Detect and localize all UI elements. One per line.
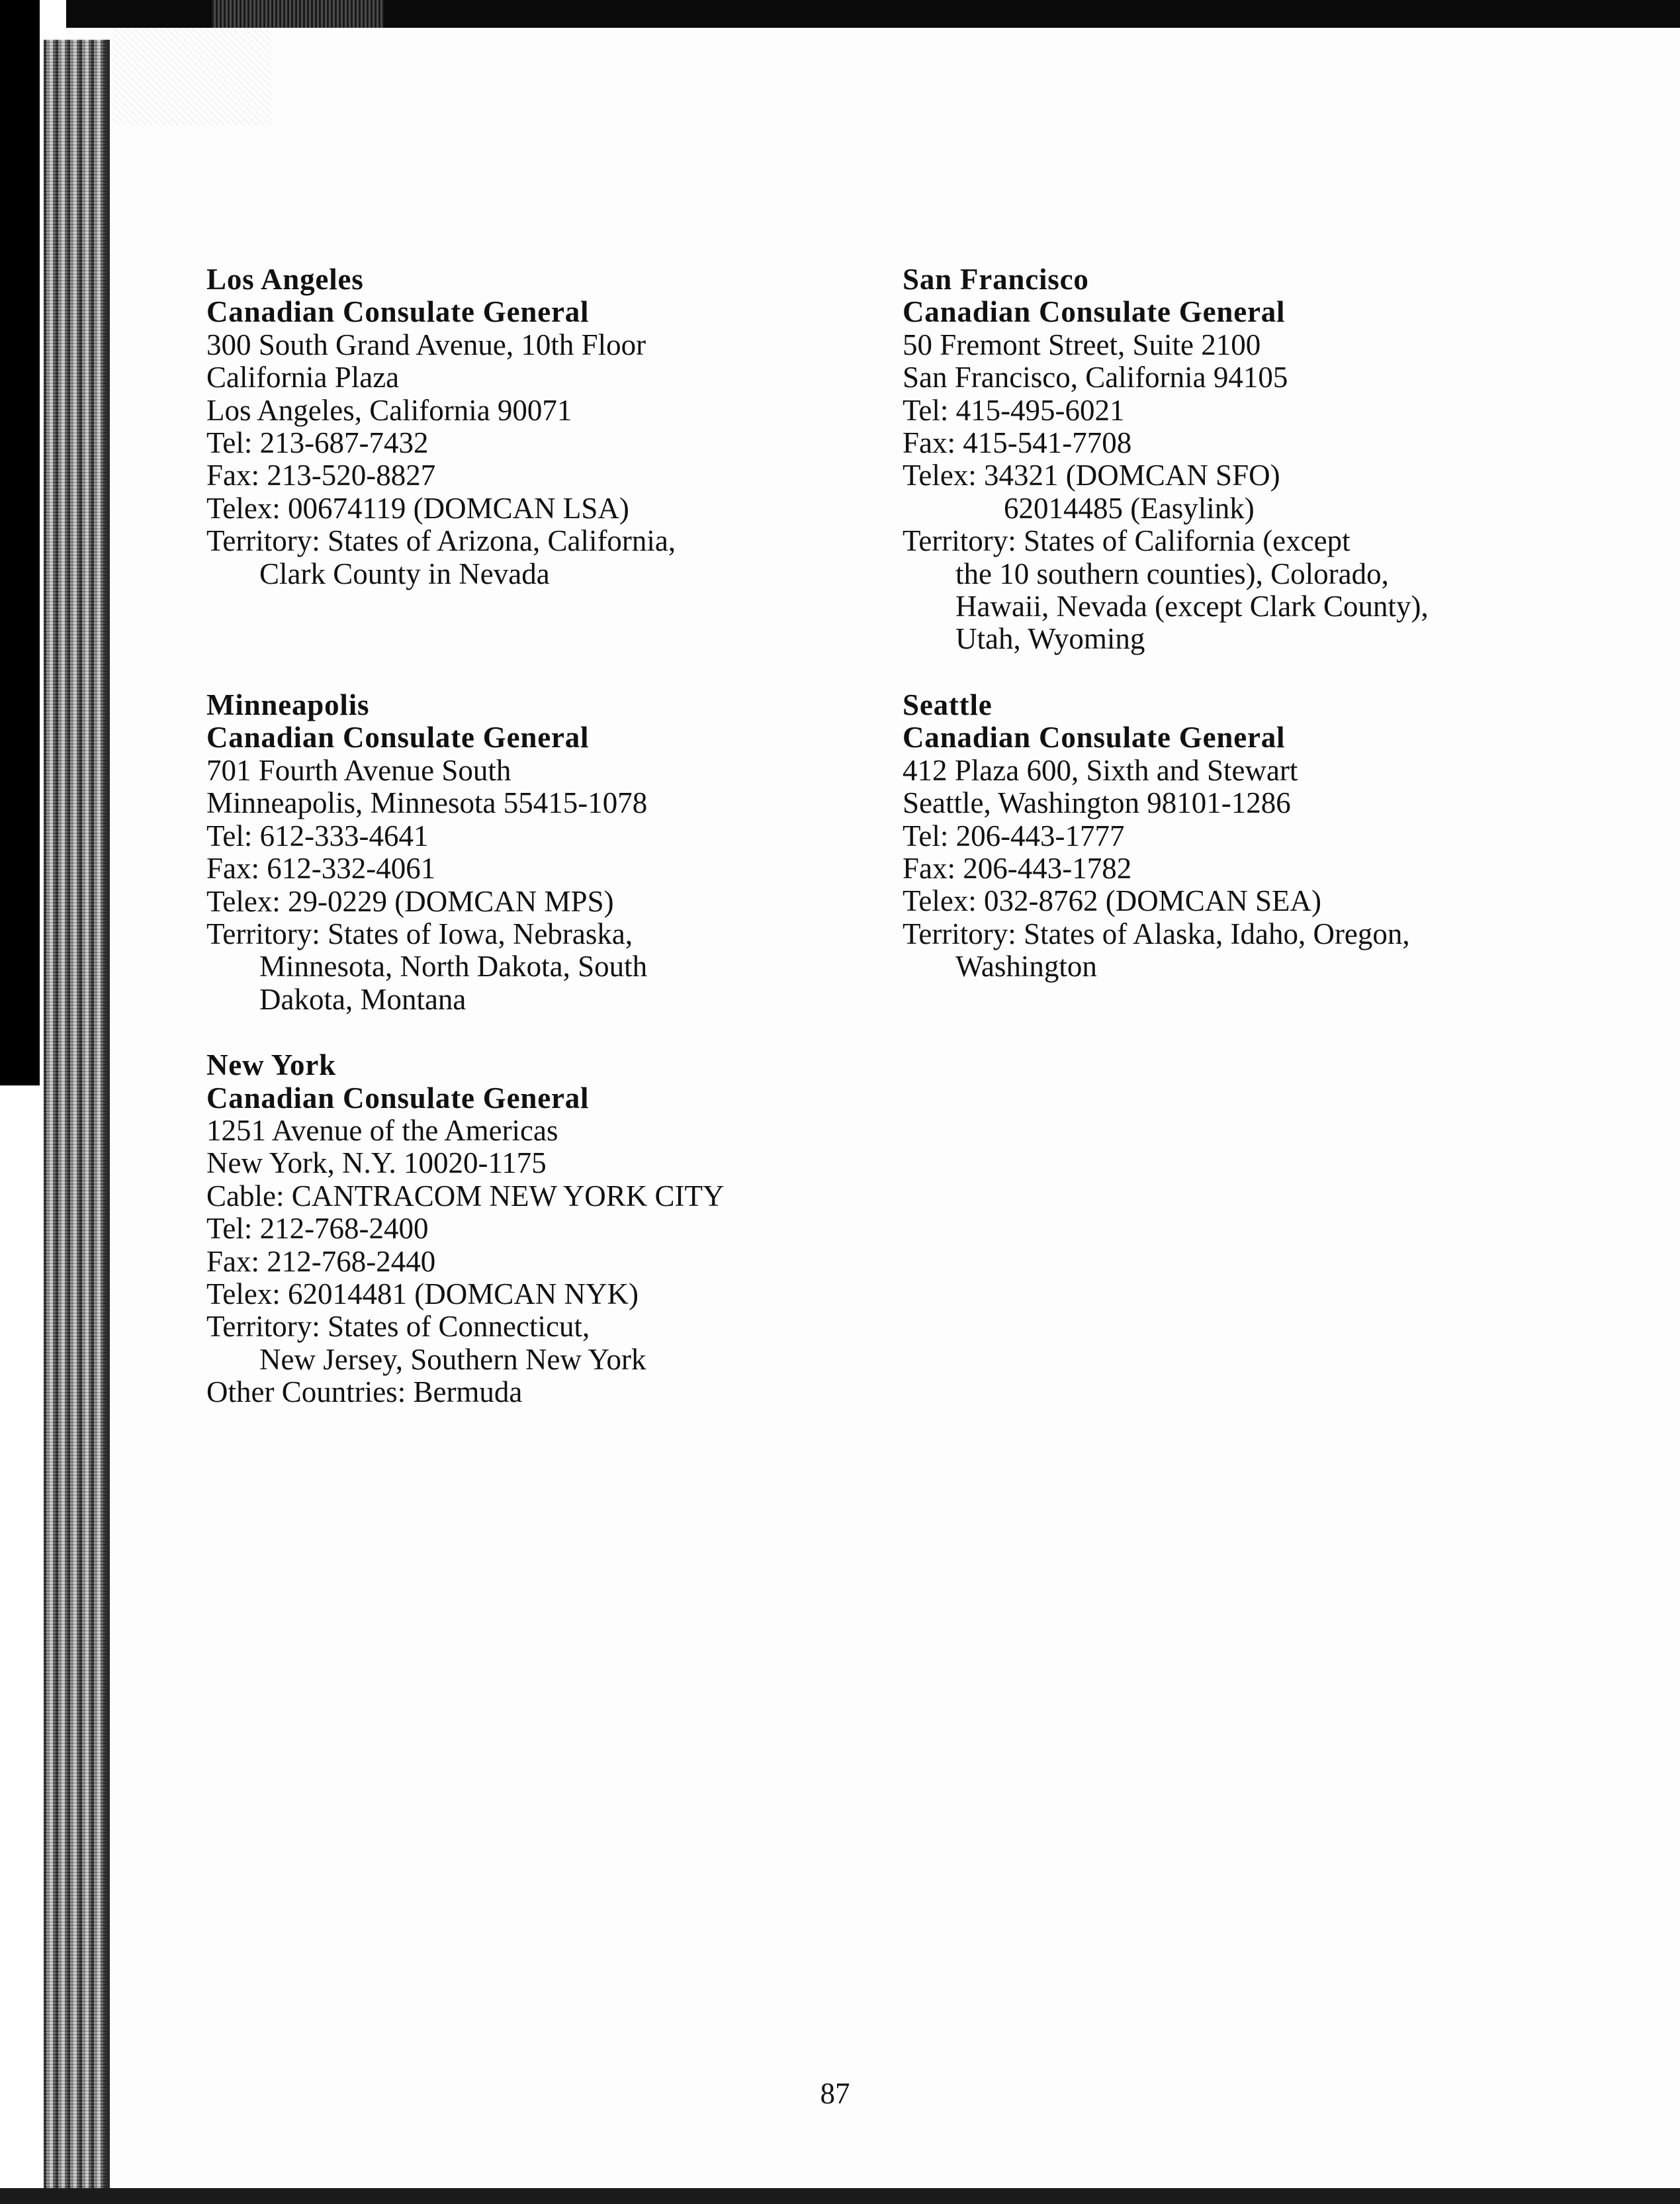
fax-line: Fax: 206-443-1782 (903, 851, 1132, 885)
fax-line: Fax: 415-541-7708 (903, 426, 1132, 460)
territory-line: Territory: States of California (except (903, 524, 1350, 558)
office-name: Canadian Consulate General (903, 295, 1286, 329)
section-gap (206, 590, 868, 689)
consulate-entry-seattle (903, 689, 1564, 984)
territory-line: Clark County in Nevada (259, 557, 550, 590)
address-line: Seattle, Washington 98101-1286 (903, 786, 1291, 820)
telex-line: Telex: 00674119 (DOMCAN LSA) (206, 491, 629, 525)
scan-left-shadow (0, 0, 40, 1085)
territory-line: Minnesota, North Dakota, South (259, 950, 648, 984)
address-line: 412 Plaza 600, Sixth and Stewart (903, 753, 1298, 787)
section-gap (206, 1016, 868, 1049)
address-line: California Plaza (206, 361, 400, 394)
fax-line: Fax: 213-520-8827 (206, 459, 436, 492)
page-number: 87 (820, 2077, 850, 2110)
binding-line (106, 40, 110, 2204)
tel-line: Tel: 206-443-1777 (903, 819, 1125, 852)
tel-line: Tel: 415-495-6021 (903, 393, 1125, 427)
scan-speckle (112, 26, 271, 126)
consulate-entry-san-francisco (903, 263, 1564, 656)
territory-line: Territory: States of Iowa, Nebraska, (206, 917, 633, 950)
telex-line: Telex: 34321 (DOMCAN SFO) (903, 459, 1280, 492)
address-line: Los Angeles, California 90071 (206, 393, 572, 427)
address-line: 1251 Avenue of the Americas (206, 1113, 558, 1147)
address-line: 300 South Grand Avenue, 10th Floor (206, 328, 646, 361)
city-heading: New York (206, 1048, 336, 1082)
territory-line: Dakota, Montana (259, 982, 466, 1016)
consulate-entry-new-york (206, 1049, 868, 1408)
telex-line: Telex: 29-0229 (DOMCAN MPS) (206, 884, 614, 918)
book-binding-edge (44, 40, 110, 2204)
territory-line: the 10 southern counties), Colorado, (955, 557, 1389, 590)
territory-line: Territory: States of Connecticut, (206, 1310, 590, 1344)
office-name: Canadian Consulate General (206, 295, 590, 329)
telex-line-secondary: 62014485 (Easylink) (1004, 491, 1255, 525)
territory-line: New Jersey, Southern New York (259, 1342, 646, 1376)
fax-line: Fax: 612-332-4061 (206, 852, 436, 886)
territory-line: Utah, Wyoming (955, 622, 1145, 656)
consulate-entry-minneapolis (206, 689, 868, 1016)
address-line: 50 Fremont Street, Suite 2100 (903, 328, 1261, 361)
city-heading: Los Angeles (206, 263, 364, 296)
cable-line: Cable: CANTRACOM NEW YORK CITY (206, 1179, 725, 1213)
address-line: Minneapolis, Minnesota 55415-1078 (206, 786, 648, 820)
city-heading: Seattle (903, 688, 993, 721)
telex-line: Telex: 032-8762 (DOMCAN SEA) (903, 884, 1322, 918)
office-name: Canadian Consulate General (903, 721, 1286, 755)
left-column (206, 263, 868, 1409)
territory-line: Washington (955, 950, 1097, 984)
scan-top-noise (212, 0, 384, 28)
tel-line: Tel: 213-687-7432 (206, 426, 429, 460)
address-line: San Francisco, California 94105 (903, 361, 1288, 394)
tel-line: Tel: 612-333-4641 (206, 819, 429, 852)
office-name: Canadian Consulate General (206, 1081, 590, 1115)
territory-line: Territory: States of Alaska, Idaho, Oregon, (903, 917, 1410, 950)
office-name: Canadian Consulate General (206, 721, 590, 755)
territory-line: Territory: States of Arizona, California, (206, 524, 676, 558)
section-gap (903, 656, 1564, 689)
city-heading: San Francisco (903, 263, 1089, 296)
tel-line: Tel: 212-768-2400 (206, 1212, 429, 1246)
fax-line: Fax: 212-768-2440 (206, 1244, 436, 1278)
other-countries-line: Other Countries: Bermuda (206, 1375, 523, 1409)
address-line: 701 Fourth Avenue South (206, 753, 511, 787)
telex-line: Telex: 62014481 (DOMCAN NYK) (206, 1277, 639, 1310)
territory-line: Hawaii, Nevada (except Clark County), (955, 590, 1429, 623)
address-line: New York, N.Y. 10020-1175 (206, 1146, 547, 1180)
city-heading: Minneapolis (206, 688, 370, 722)
consulate-entry-los-angeles (206, 263, 868, 590)
right-column (903, 263, 1564, 984)
scan-bottom-edge (0, 2188, 1680, 2204)
